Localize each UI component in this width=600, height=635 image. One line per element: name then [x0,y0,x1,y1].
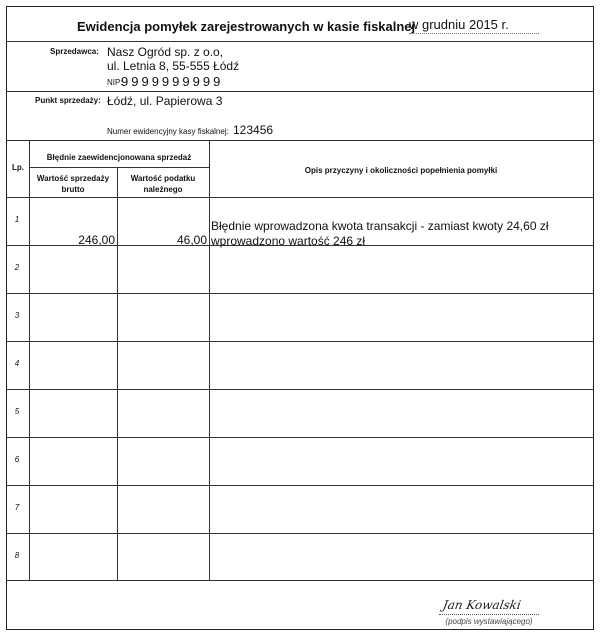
row-divider [7,485,593,486]
row-divider [7,293,593,294]
divider [29,167,209,168]
register-number: 123456 [233,123,274,137]
pos-address: Łódź, ul. Papierowa 3 [107,94,223,108]
period-field: w grudniu 2015 r. [409,17,539,34]
nip-label: NIP: [107,78,123,87]
signature-line [439,614,539,615]
row-divider [7,580,593,581]
row-number: 1 [14,215,20,224]
row-number: 4 [14,359,20,368]
group-header: Błędnie zaewidencjonowana sprzedaż [46,153,192,162]
col-gross-header: Wartość sprzedaży brutto [36,174,110,194]
divider [7,41,593,42]
error-register-form [6,6,594,630]
row-number: 2 [14,263,20,272]
gross-value: 246,00 [78,233,115,247]
divider [7,91,593,92]
col-desc-header: Opis przyczyny i okoliczności popełnienia pomyłki [304,166,498,175]
row-number: 3 [14,311,20,320]
seller-address: ul. Letnia 8, 55-555 Łódź [107,59,240,73]
col-divider [209,140,210,580]
col-divider [29,140,30,580]
row-number: 5 [14,407,20,416]
col-lp-header: Lp. [12,163,24,172]
tax-value: 46,00 [176,233,207,247]
row-divider [7,341,593,342]
divider [7,197,593,198]
seller-name: Nasz Ogród sp. z o.o, [107,45,224,59]
divider [7,140,593,141]
nip-value: 9999999999 [121,74,224,89]
signature-caption: (podpis wystawiającego) [445,617,533,626]
row-divider [7,389,593,390]
signature-name: Jan Kowalski [441,598,523,612]
register-label: Numer ewidencyjny kasy fiskalnej: [107,127,229,136]
row-divider [7,533,593,534]
row-divider [7,437,593,438]
form-title: Ewidencja pomyłek zarejestrowanych w kasie fiskalnej [77,19,416,34]
signature-drawing [427,593,537,615]
col-divider [117,167,118,580]
row-divider [7,245,593,246]
row-number: 7 [14,503,20,512]
col-tax-header: Wartość podatku należnego [130,174,196,194]
pos-label: Punkt sprzedaży: [35,96,101,105]
row-number: 6 [14,455,20,464]
description: Błędnie wprowadzona kwota transakcji - zamiast kwoty 24,60 zł wprowadzono wartość 246 zł [211,219,549,248]
seller-label: Sprzedawca: [50,47,99,56]
row-number: 8 [14,551,20,560]
